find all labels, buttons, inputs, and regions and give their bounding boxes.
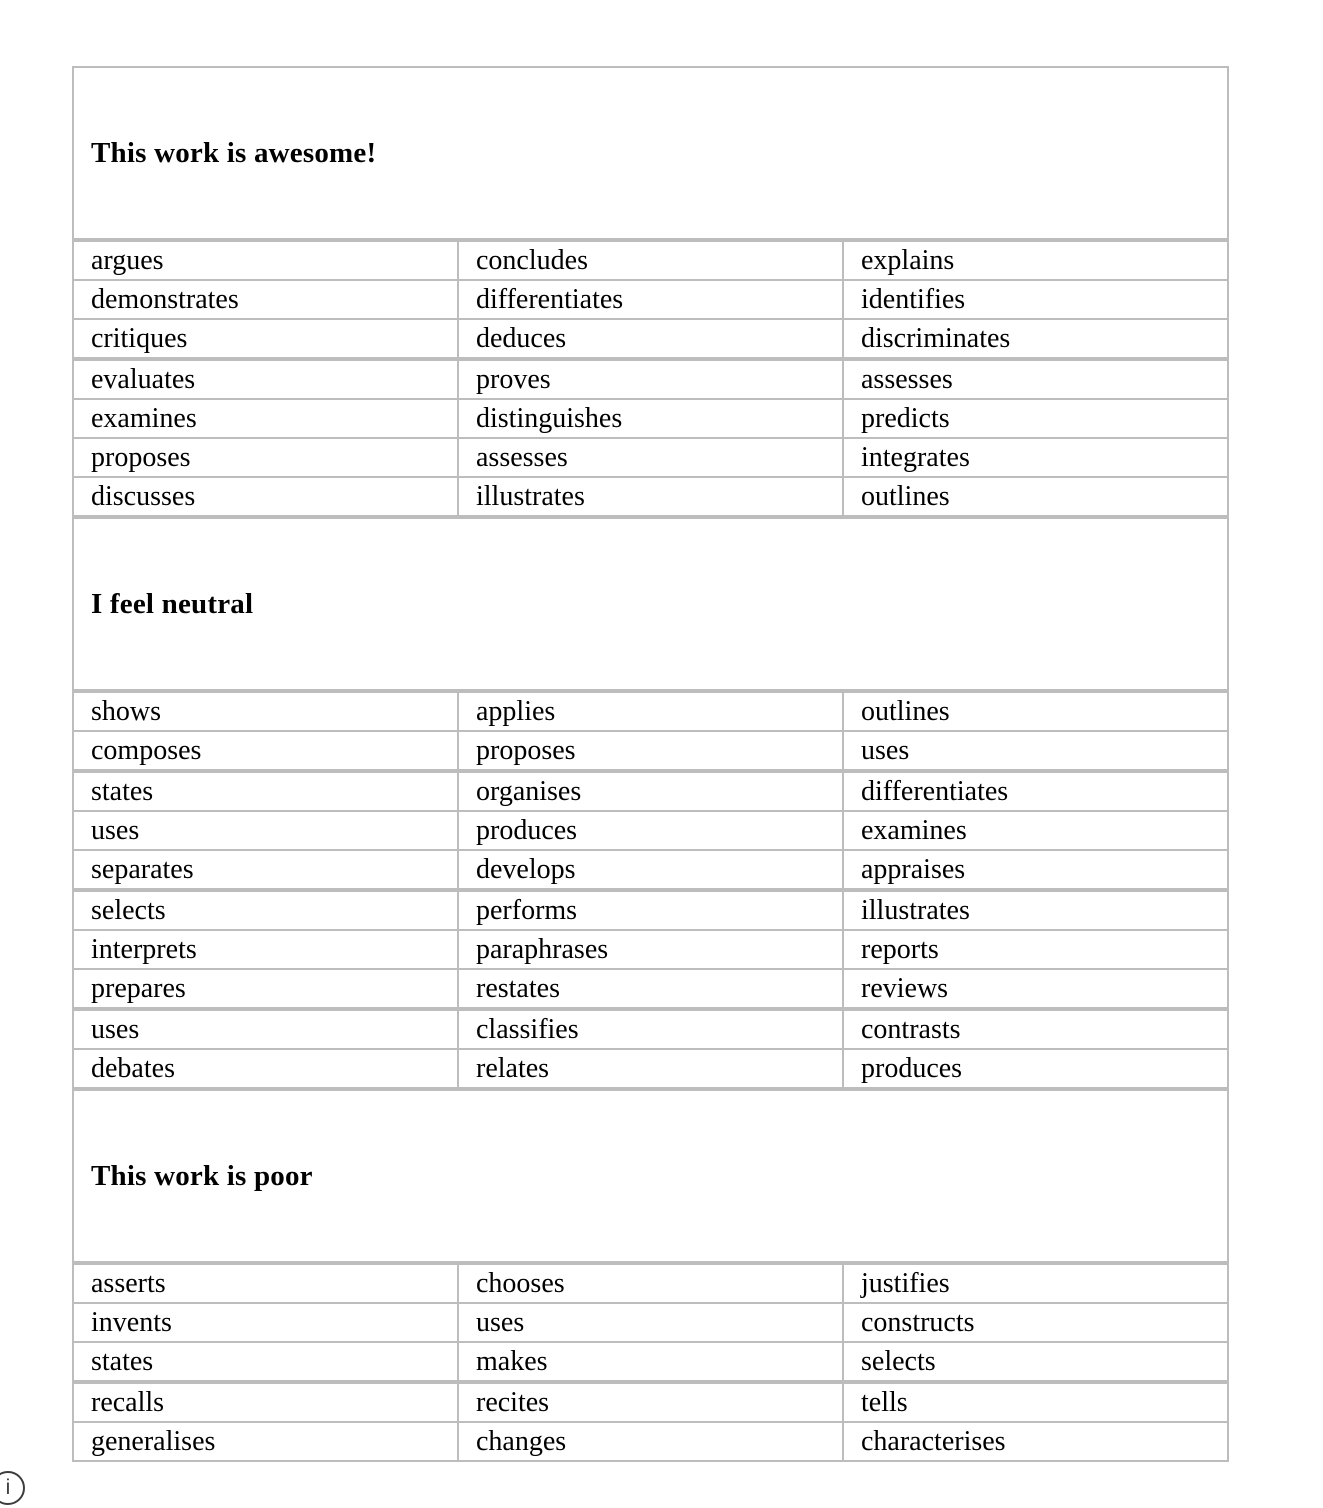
word-cell: selects [843, 1342, 1228, 1381]
table-row [73, 811, 1228, 850]
word-cell: uses [73, 1010, 458, 1049]
word-cell: appraises [843, 850, 1228, 889]
word-cell: classifies [458, 1010, 843, 1049]
word-cell: tells [843, 1383, 1228, 1422]
word-table [72, 1263, 1229, 1382]
word-cell: explains [843, 241, 1228, 280]
word-cell: separates [73, 850, 458, 889]
word-table [72, 359, 1229, 517]
word-cell: predicts [843, 399, 1228, 438]
table-row [73, 1010, 1228, 1049]
table-row [73, 1303, 1228, 1342]
word-cell: assesses [458, 438, 843, 477]
table-row [73, 319, 1228, 358]
word-cell: recites [458, 1383, 843, 1422]
word-cell: produces [843, 1049, 1228, 1088]
word-cell: relates [458, 1049, 843, 1088]
section-heading [72, 66, 1229, 240]
word-cell: examines [843, 811, 1228, 850]
table-row [73, 241, 1228, 280]
word-cell: selects [73, 891, 458, 930]
word-cell: organises [458, 772, 843, 811]
word-cell: illustrates [843, 891, 1228, 930]
word-table [72, 890, 1229, 1009]
word-cell: states [73, 1342, 458, 1381]
word-cell: changes [458, 1422, 843, 1461]
table-row [73, 1383, 1228, 1422]
word-cell: uses [73, 811, 458, 850]
word-table [72, 240, 1229, 359]
word-cell: outlines [843, 477, 1228, 516]
table-row [73, 438, 1228, 477]
section-heading [72, 1089, 1229, 1263]
word-cell: argues [73, 241, 458, 280]
table-row [73, 399, 1228, 438]
word-table [72, 691, 1229, 771]
word-cell: paraphrases [458, 930, 843, 969]
word-table [72, 1382, 1229, 1462]
word-cell: outlines [843, 692, 1228, 731]
word-cell: examines [73, 399, 458, 438]
table-row [73, 731, 1228, 770]
table-row [73, 1422, 1228, 1461]
word-cell: integrates [843, 438, 1228, 477]
word-cell: states [73, 772, 458, 811]
word-cell: produces [458, 811, 843, 850]
word-cell: generalises [73, 1422, 458, 1461]
word-cell: makes [458, 1342, 843, 1381]
table-row [73, 692, 1228, 731]
word-cell: proposes [458, 731, 843, 770]
word-cell: deduces [458, 319, 843, 358]
word-cell: performs [458, 891, 843, 930]
word-cell: proposes [73, 438, 458, 477]
word-cell: differentiates [843, 772, 1228, 811]
word-cell: debates [73, 1049, 458, 1088]
table-row [73, 891, 1228, 930]
word-cell: illustrates [458, 477, 843, 516]
word-cell: differentiates [458, 280, 843, 319]
word-cell: develops [458, 850, 843, 889]
word-cell: identifies [843, 280, 1228, 319]
word-cell: prepares [73, 969, 458, 1008]
word-cell: evaluates [73, 360, 458, 399]
word-cell: proves [458, 360, 843, 399]
table-row [73, 280, 1228, 319]
word-cell: concludes [458, 241, 843, 280]
word-cell: composes [73, 731, 458, 770]
word-cell: recalls [73, 1383, 458, 1422]
table-row [73, 360, 1228, 399]
section-heading [72, 517, 1229, 691]
section-heading-text: I feel neutral [91, 587, 254, 620]
table-row [73, 850, 1228, 889]
word-cell: characterises [843, 1422, 1228, 1461]
word-cell: uses [458, 1303, 843, 1342]
word-cell: interprets [73, 930, 458, 969]
word-cell: discriminates [843, 319, 1228, 358]
word-table [72, 1009, 1229, 1089]
word-cell: discusses [73, 477, 458, 516]
table-row [73, 930, 1228, 969]
word-table [72, 771, 1229, 890]
word-cell: restates [458, 969, 843, 1008]
word-cell: applies [458, 692, 843, 731]
word-cell: shows [73, 692, 458, 731]
document-body [72, 66, 1229, 1462]
table-row [73, 969, 1228, 1008]
word-cell: demonstrates [73, 280, 458, 319]
word-cell: chooses [458, 1264, 843, 1303]
section-heading-text: This work is awesome! [91, 136, 377, 169]
word-cell: critiques [73, 319, 458, 358]
word-cell: justifies [843, 1264, 1228, 1303]
word-cell: contrasts [843, 1010, 1228, 1049]
table-row [73, 772, 1228, 811]
table-row [73, 1049, 1228, 1088]
table-row [73, 1264, 1228, 1303]
word-cell: invents [73, 1303, 458, 1342]
table-row [73, 1342, 1228, 1381]
table-row [73, 477, 1228, 516]
word-cell: uses [843, 731, 1228, 770]
section-heading-text: This work is poor [91, 1159, 313, 1192]
word-cell: constructs [843, 1303, 1228, 1342]
info-icon-glyph: i [5, 1476, 11, 1499]
word-cell: reports [843, 930, 1228, 969]
word-cell: reviews [843, 969, 1228, 1008]
word-cell: assesses [843, 360, 1228, 399]
word-cell: asserts [73, 1264, 458, 1303]
info-icon[interactable] [0, 1471, 25, 1505]
word-cell: distinguishes [458, 399, 843, 438]
